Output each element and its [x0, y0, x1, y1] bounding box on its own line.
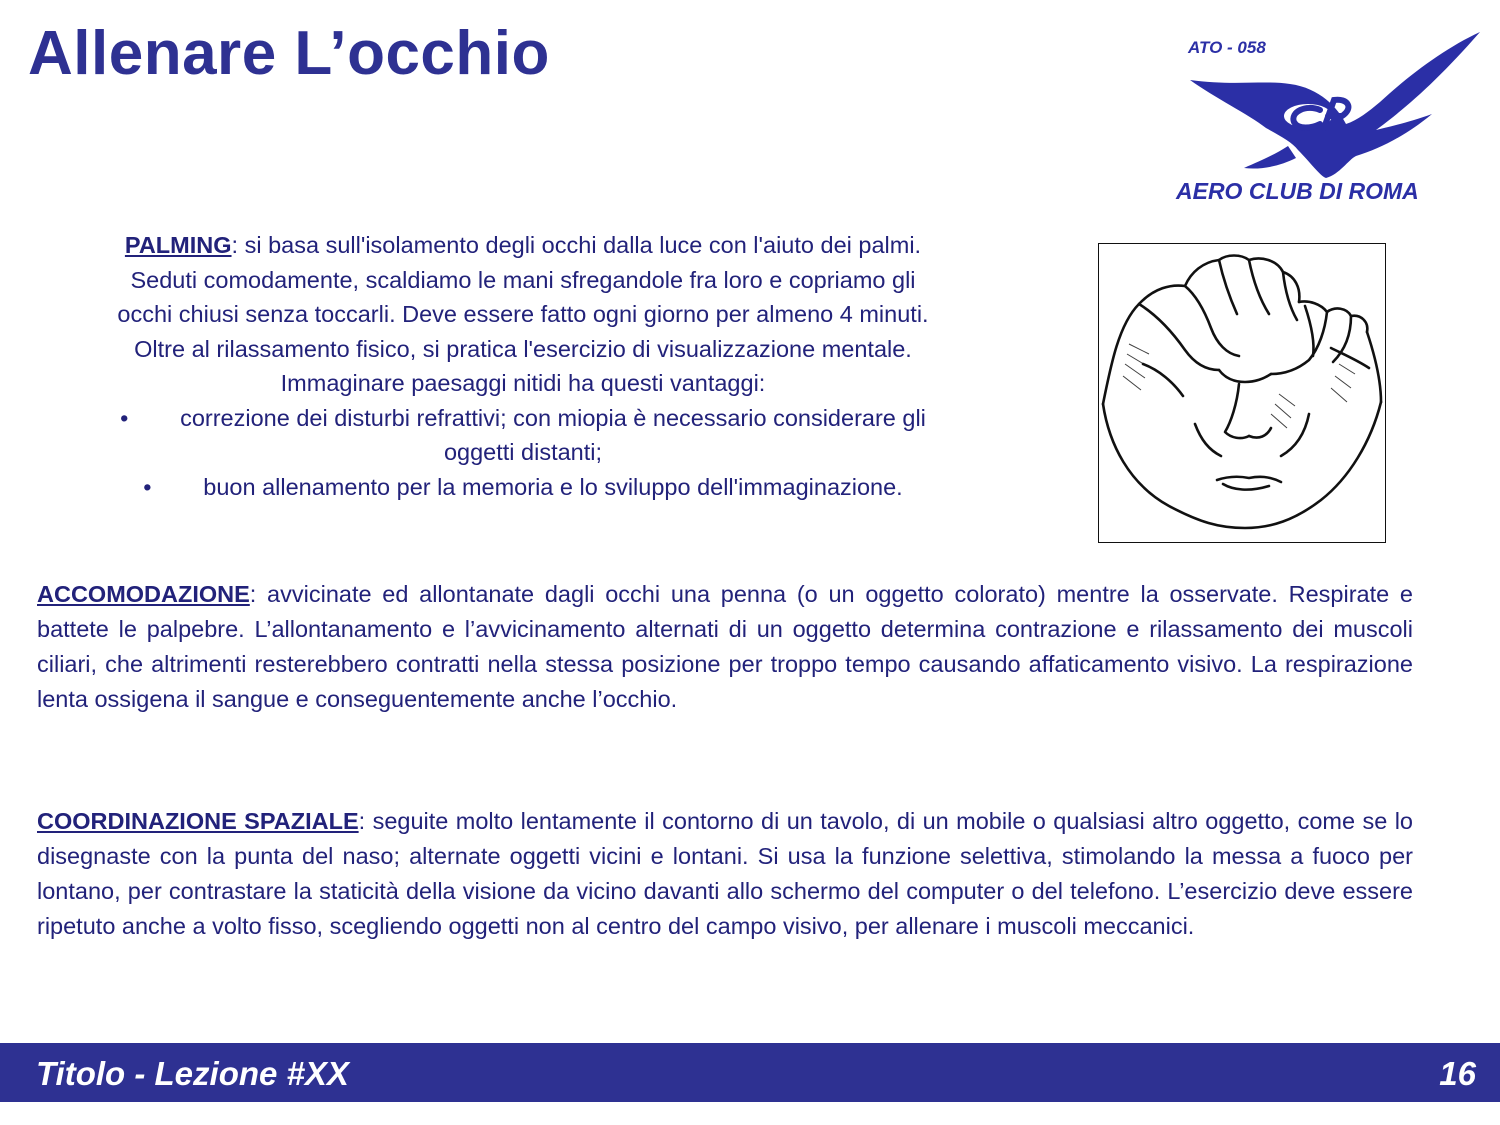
footer-lesson-title: Titolo - Lezione #XX: [36, 1055, 349, 1092]
palming-line-2: Seduti comodamente, scaldiamo le mani sfregandole fra loro e copriamo gli: [130, 266, 916, 293]
palming-bullet-2-text: buon allenamento per la memoria e lo sviluppo dell'immaginazione.: [203, 473, 903, 500]
bullet-mark: •: [120, 404, 129, 431]
coordinazione-paragraph: [37, 804, 1413, 944]
palming-line-4: Oltre al rilassamento fisico, si pratica l'esercizio di visualizzazione mentale.: [134, 335, 912, 362]
accomodazione-paragraph: [37, 577, 1413, 717]
palming-line-3: occhi chiusi senza toccarli. Deve essere fatto ogni giorno per almeno 4 minuti.: [117, 301, 929, 327]
slide-title: Allenare L’occhio: [28, 19, 550, 88]
logo-club-name: AERO CLUB DI ROMA: [1176, 178, 1419, 204]
palming-keyword: PALMING: [124, 232, 232, 258]
palming-bullet-1-continuation: oggetti distanti;: [443, 439, 603, 465]
palming-line-5: Immaginare paesaggi nitidi ha questi vantaggi:: [280, 370, 766, 396]
palming-line-1: [14, 228, 1032, 263]
accomodazione-keyword: ACCOMODAZIONE: [37, 581, 250, 607]
coordinazione-keyword: COORDINAZIONE SPAZIALE: [37, 808, 359, 834]
footer-bar: [0, 1043, 1500, 1102]
palming-hands-over-eyes-illustration-icon: [1099, 244, 1385, 542]
logo-ato-code: ATO - 058: [1188, 38, 1266, 57]
palming-section: [14, 228, 1032, 504]
accomodazione-section: [37, 577, 1413, 717]
palming-intro: : si basa sull'isolamento degli occhi dalla luce con l'aiuto dei palmi.: [231, 232, 922, 258]
palming-bullet-2: [14, 470, 1032, 505]
coordinazione-text: : seguite molto lentamente il contorno di un tavolo, di un mobile o qualsiasi altro oggetto, come se lo disegnaste con la punta del naso; alternate oggetti vicini e lontani. Si usa la funzione selettiva, stimolando la messa a fuoco per lontano, per contrastare la staticità della visione da vicino davanti allo schermo del computer o del telefono. L’esercizio deve essere ripetuto anche a volto fisso, scegliendo oggetti non al centro del campo visivo, per allenare i muscoli meccanici.: [37, 808, 1413, 939]
palming-bullet-1-text: correzione dei disturbi refrattivi; con miopia è necessario considerare gli: [180, 404, 926, 431]
palming-bullet-1: [14, 401, 1032, 436]
palming-illustration: [1098, 243, 1386, 543]
coordinazione-section: [37, 804, 1413, 944]
bullet-mark: •: [143, 473, 152, 500]
accomodazione-text: : avvicinate ed allontanate dagli occhi una penna (o un oggetto colorato) mentre la osservate. Respirate e battete le palpebre. L’allontanamento e l’avvicinamento alternati di un oggetto determina contrazione e rilassamento dei muscoli ciliari, che altrimenti resterebbero contratti nella stessa posizione per troppo tempo causando affaticamento visivo. La respirazione lenta ossigena il sangue e conseguentemente anche l’occhio.: [37, 581, 1413, 712]
footer-page-number: 16: [1439, 1055, 1476, 1092]
